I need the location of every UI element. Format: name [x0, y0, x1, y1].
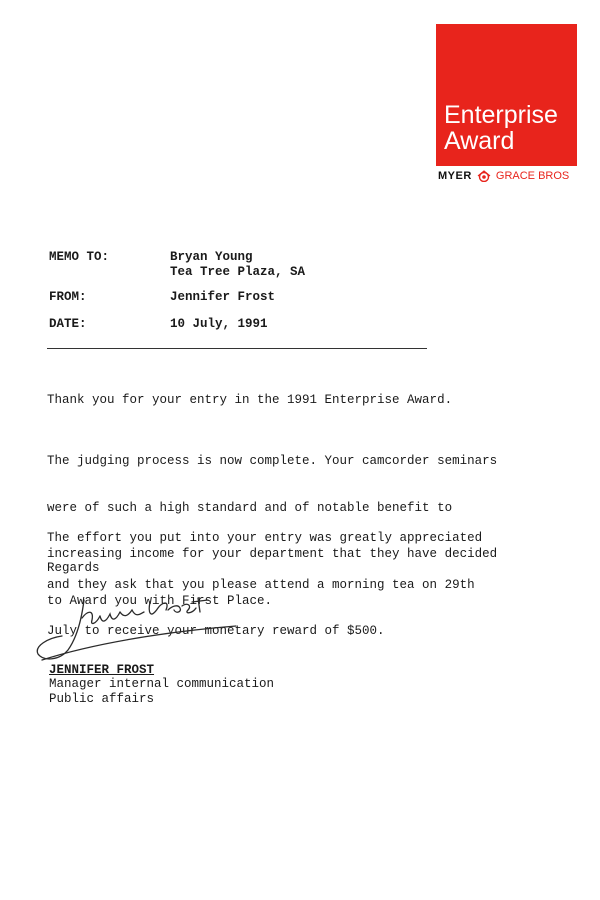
- header-divider: [47, 348, 427, 349]
- memo-to-name: Bryan Young: [170, 250, 253, 264]
- paragraph-3-line: July to receive your monetary reward of $500.: [47, 624, 385, 638]
- paragraph-1: Thank you for your entry in the 1991 Enterprise Award.: [47, 393, 453, 407]
- award-logo-text: [444, 102, 579, 154]
- logo-line-2: Award: [444, 127, 515, 155]
- brand-grace-bros: GRACE BROS: [495, 170, 570, 182]
- memo-to-place: Tea Tree Plaza, SA: [170, 265, 306, 279]
- sponsor-brand: [438, 170, 588, 182]
- paragraph-2-line: to Award you with First Place.: [47, 593, 273, 608]
- signatory-department: Public affairs: [49, 692, 155, 706]
- paragraph-2-line: were of such a high standard and of notable benefit to: [47, 500, 453, 515]
- memo-from-label: FROM:: [49, 290, 87, 304]
- memo-from-value: Jennifer Frost: [170, 290, 276, 304]
- paragraph-2-line: The judging process is now complete. Your camcorder seminars: [47, 454, 498, 468]
- memo-date-label: DATE:: [49, 317, 87, 331]
- memo-to-label: MEMO TO:: [49, 250, 110, 264]
- handwritten-signature: [32, 588, 242, 668]
- signatory-title: Manager internal communication: [49, 677, 275, 691]
- rosette-icon: [476, 170, 492, 182]
- closing: Regards: [47, 561, 100, 575]
- paragraph-3-line: The effort you put into your entry was greatly appreciated: [47, 531, 483, 545]
- memo-date-value: 10 July, 1991: [170, 317, 268, 331]
- logo-line-1: Enterprise: [444, 101, 558, 129]
- signatory-name: JENNIFER FROST: [49, 663, 155, 677]
- paragraph-2-line: increasing income for your department that they have decided: [47, 547, 498, 561]
- brand-myer: MYER: [438, 170, 472, 182]
- paragraph-3-line: and they ask that you please attend a morning tea on 29th: [47, 577, 475, 592]
